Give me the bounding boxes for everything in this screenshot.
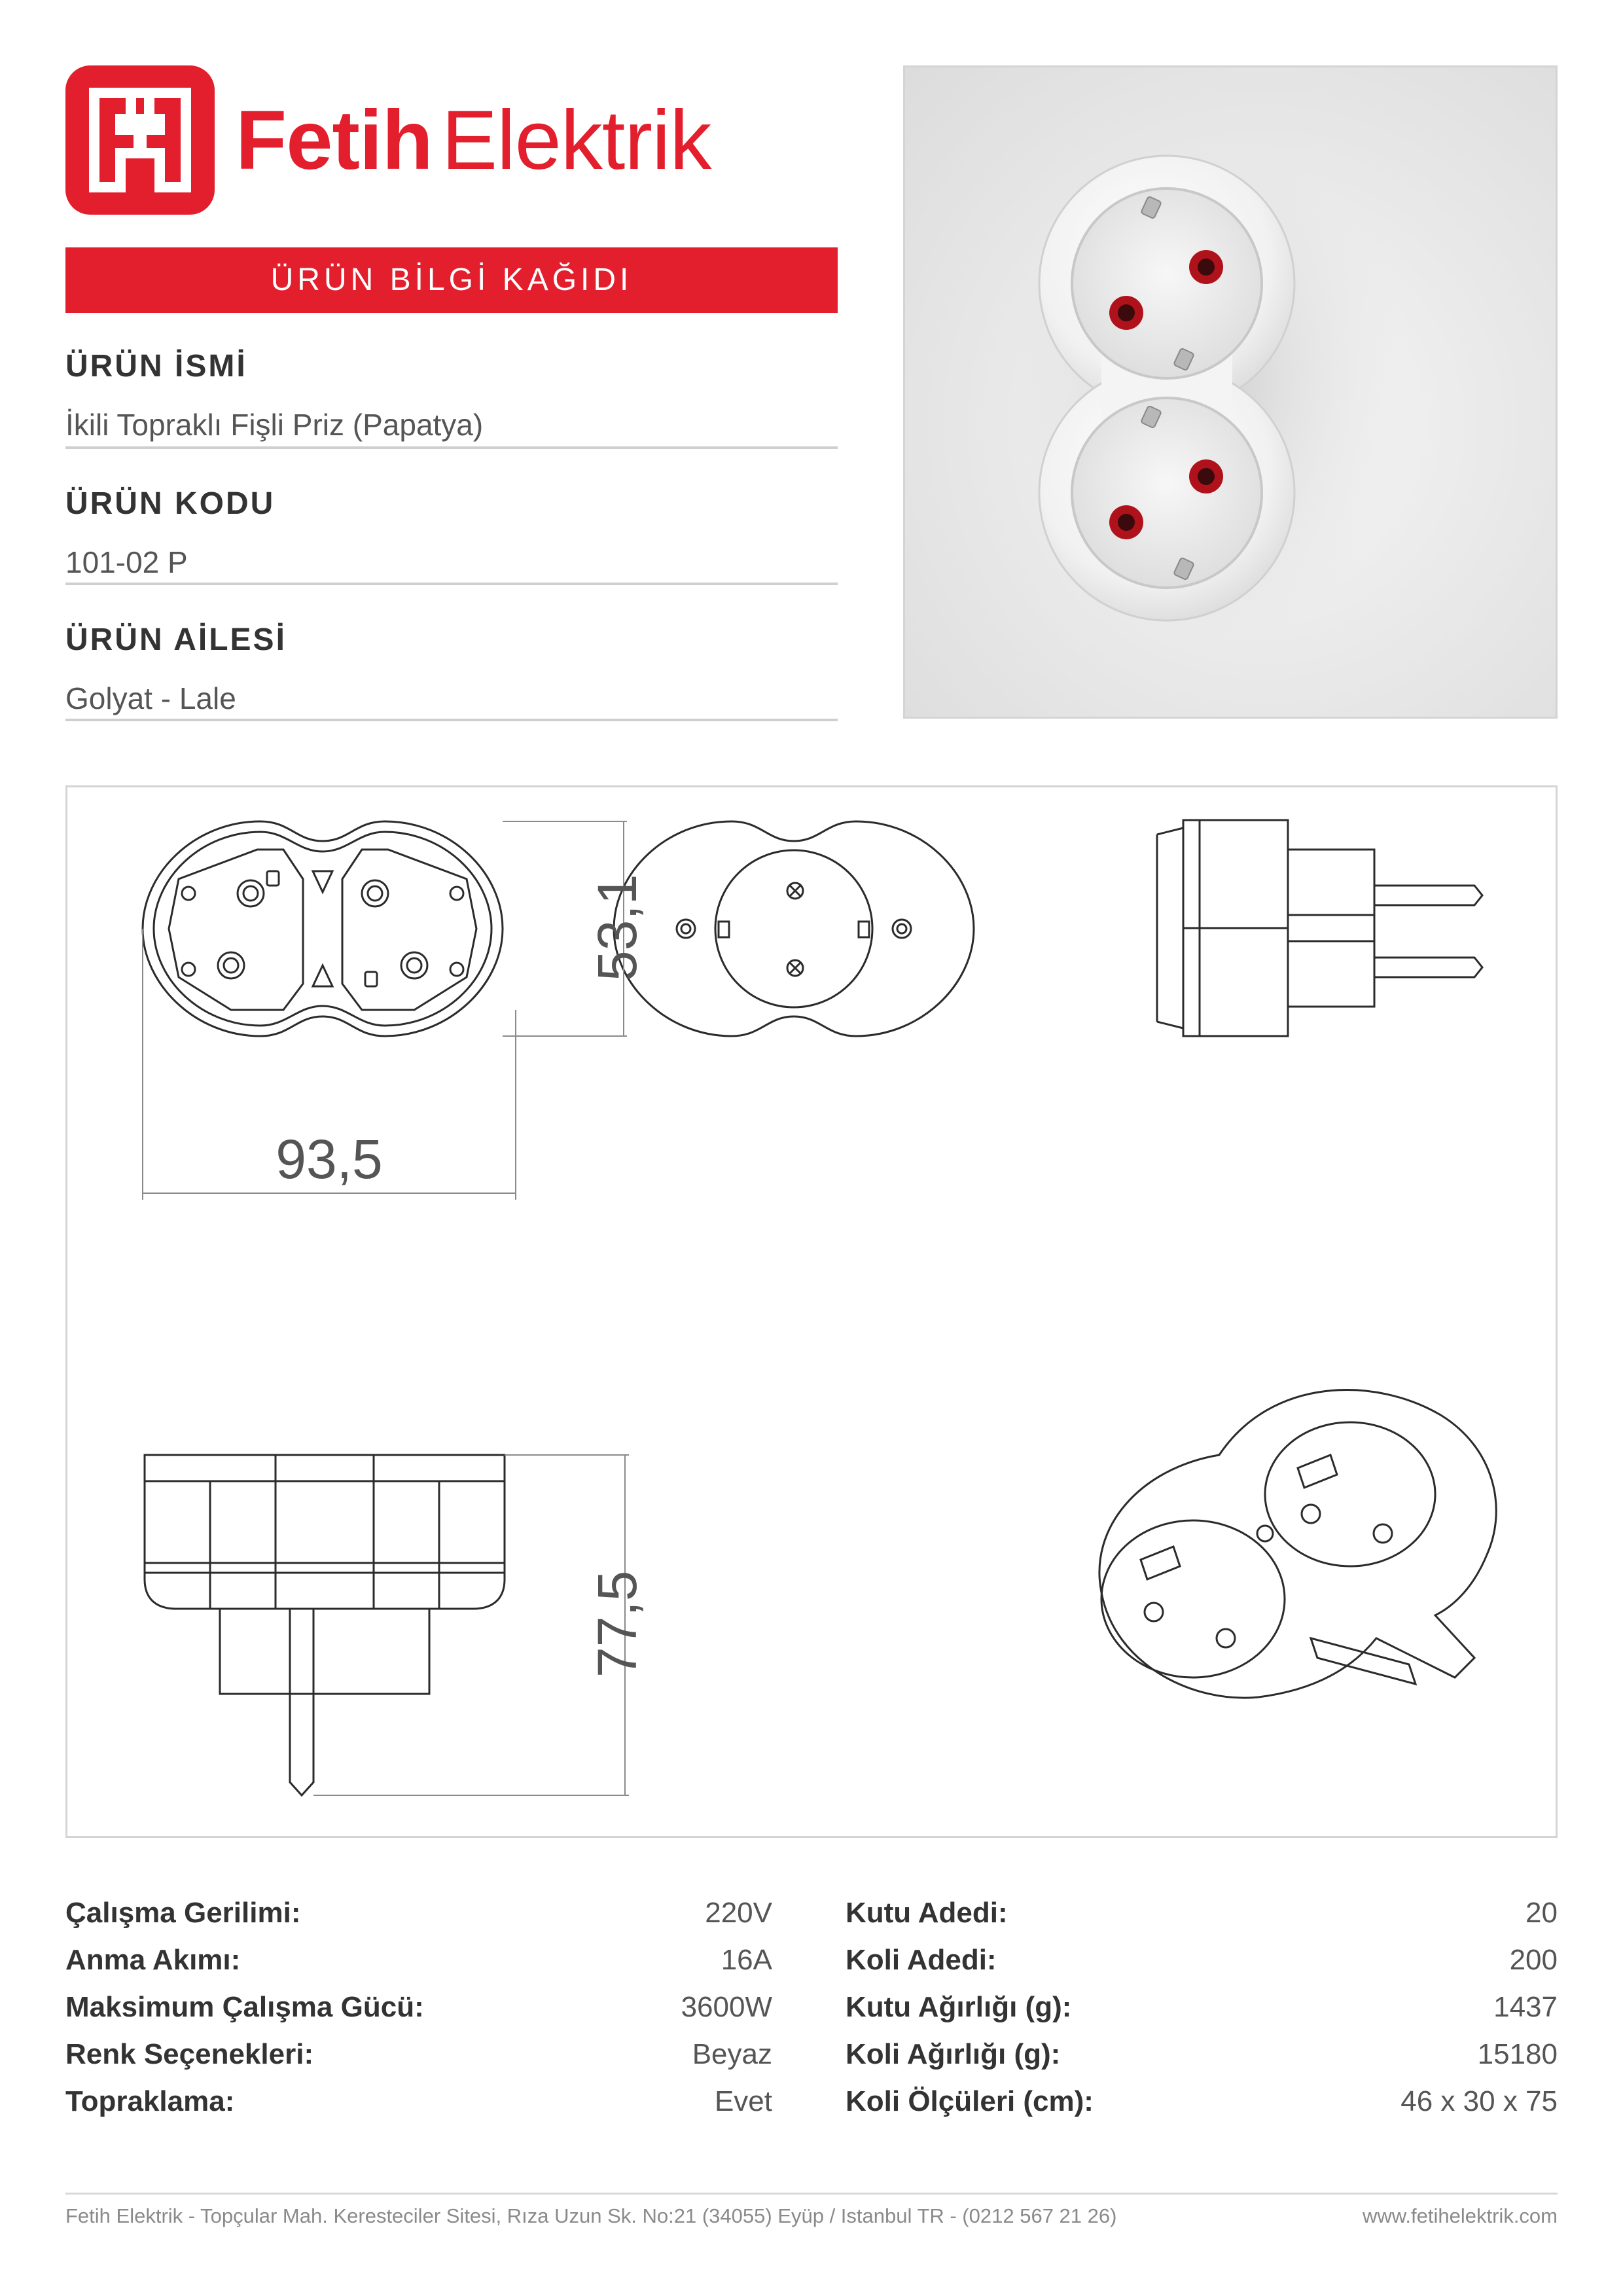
spec-label-box-qty: Kutu Adedi: xyxy=(846,1897,1008,1929)
spec-value-voltage: 220V xyxy=(705,1897,772,1929)
technical-drawings-image xyxy=(67,787,1556,1836)
field-value-product-code: 101-02 P xyxy=(65,545,188,579)
brand-logo-mark xyxy=(65,65,215,215)
isometric-view-drawing xyxy=(1099,1390,1496,1698)
spec-label-carton-weight: Koli Ağırlığı (g): xyxy=(846,2038,1061,2070)
spec-label-colors: Renk Seçenekleri: xyxy=(65,2038,314,2070)
front-view-drawing xyxy=(143,821,503,1036)
brand-name-light: Elektrik xyxy=(441,94,711,187)
brand-name xyxy=(236,92,711,190)
spec-value-current: 16A xyxy=(721,1944,772,1976)
footer-divider xyxy=(65,2193,1558,2195)
spec-label-current: Anma Akımı: xyxy=(65,1944,241,1976)
spec-label-carton-qty: Koli Adedi: xyxy=(846,1944,997,1976)
spec-label-box-weight: Kutu Ağırlığı (g): xyxy=(846,1991,1072,2023)
spec-label-grounding: Topraklama: xyxy=(65,2085,235,2117)
dimension-depth-label: 77,5 xyxy=(586,1570,648,1677)
dimension-lines xyxy=(143,821,629,1795)
brand-name-bold: Fetih xyxy=(236,94,433,187)
field-value-product-name: İkili Topraklı Fişli Priz (Papatya) xyxy=(65,408,484,442)
spec-value-grounding: Evet xyxy=(714,2085,772,2117)
product-photo xyxy=(903,65,1558,719)
spec-value-max-power: 3600W xyxy=(681,1991,772,2023)
rear-view-drawing xyxy=(614,821,974,1036)
field-value-product-family: Golyat - Lale xyxy=(65,681,236,715)
field-label-product-name: ÜRÜN İSMİ xyxy=(65,349,247,384)
field-divider xyxy=(65,583,838,585)
spec-value-colors: Beyaz xyxy=(692,2038,772,2070)
spec-label-voltage: Çalışma Gerilimi: xyxy=(65,1897,301,1929)
technical-drawings-panel xyxy=(65,785,1558,1838)
spec-value-box-qty: 20 xyxy=(1525,1897,1558,1929)
field-label-product-code: ÜRÜN KODU xyxy=(65,486,276,521)
field-label-product-family: ÜRÜN AİLESİ xyxy=(65,622,287,657)
side-view-drawing xyxy=(1157,820,1482,1036)
footer-website-link[interactable]: www.fetihelektrik.com xyxy=(1362,2204,1558,2227)
spec-label-carton-dimensions: Koli Ölçüleri (cm): xyxy=(846,2085,1094,2117)
field-divider xyxy=(65,446,838,449)
dimension-height-label: 53,1 xyxy=(586,874,648,981)
dimension-width-label: 93,5 xyxy=(276,1128,383,1190)
product-info-banner: ÜRÜN BİLGİ KAĞIDI xyxy=(65,247,838,313)
spec-label-max-power: Maksimum Çalışma Gücü: xyxy=(65,1991,424,2023)
spec-value-box-weight: 1437 xyxy=(1493,1991,1558,2023)
top-view-drawing xyxy=(145,1455,505,1795)
spec-value-carton-dimensions: 46 x 30 x 75 xyxy=(1400,2085,1558,2117)
logo-ff-icon xyxy=(65,65,215,215)
spec-value-carton-qty: 200 xyxy=(1509,1944,1558,1976)
footer-address: Fetih Elektrik - Topçular Mah. Keresteciler Sitesi, Rıza Uzun Sk. No:21 (34055) Eyüp / Istanbul TR - (0212 567 21 26) xyxy=(65,2204,1117,2227)
field-divider xyxy=(65,719,838,721)
double-socket-photo-image xyxy=(905,67,1556,717)
spec-value-carton-weight: 15180 xyxy=(1477,2038,1558,2070)
